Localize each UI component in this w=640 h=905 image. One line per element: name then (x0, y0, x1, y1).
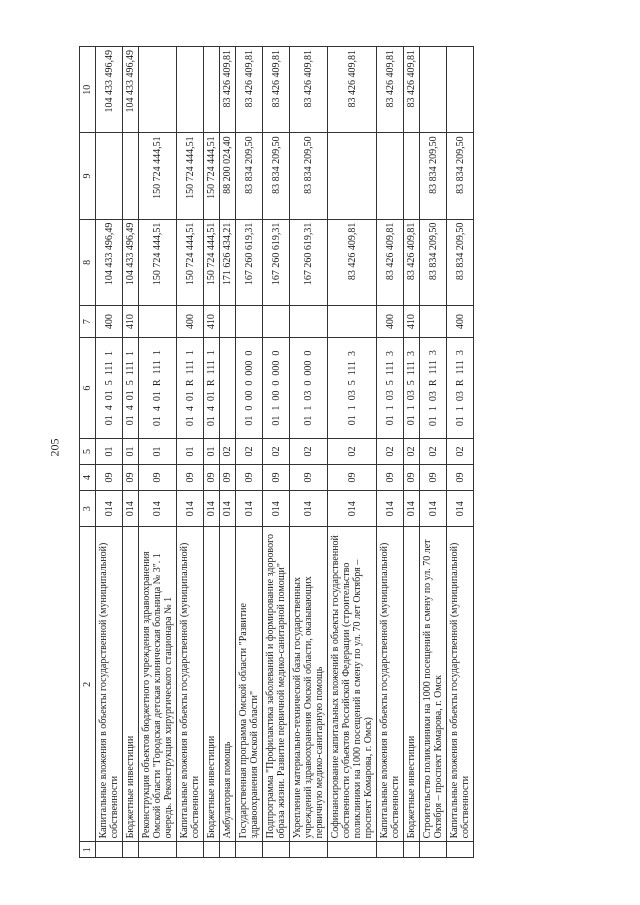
table-row (139, 47, 177, 858)
blank-cell (328, 842, 377, 858)
table-cell: 83 834 209,50 (420, 133, 447, 219)
table-cell: 104 433 496,49 (123, 219, 139, 305)
table-cell: 410 (404, 305, 420, 337)
table-cell: 014 (123, 490, 139, 526)
header-cell: 8 (80, 219, 96, 305)
table-cell: 014 (204, 490, 220, 526)
table-row (377, 47, 404, 858)
table-cell: 09 (447, 465, 474, 491)
table-cell (263, 305, 290, 337)
table-cell: 150 724 444,51 (139, 219, 177, 305)
rotated-page (79, 46, 589, 858)
table-cell: 01 (96, 439, 123, 465)
table-cell: 01 1 03 5 111 3 (328, 338, 377, 439)
table-cell: 01 4 01 R 111 1 (204, 338, 220, 439)
table-cell (139, 305, 177, 337)
table-cell: 171 626 434,21 (220, 219, 236, 305)
table-cell: 01 (204, 439, 220, 465)
header-cell: 2 (80, 527, 96, 842)
header-cell: 1 (80, 842, 96, 858)
table-cell: 01 4 01 5 111 1 (96, 338, 123, 439)
table-cell: 150 724 444,51 (177, 133, 204, 219)
blank-cell (96, 842, 123, 858)
table-cell: 83 834 209,50 (290, 133, 328, 219)
table-cell: 104 433 496,49 (123, 47, 139, 133)
table-cell: 02 (328, 439, 377, 465)
table-cell: 88 200 024,40 (220, 133, 236, 219)
table-cell: 167 260 619,31 (263, 219, 290, 305)
table-cell: 83 834 209,50 (420, 219, 447, 305)
table-cell: 83 426 409,81 (377, 219, 404, 305)
table-cell: 014 (420, 490, 447, 526)
table-cell: 014 (220, 490, 236, 526)
table-cell: 104 433 496,49 (96, 219, 123, 305)
row-name-cell: Бюджетные инвестиции (123, 527, 139, 842)
table-cell: 150 724 444,51 (139, 133, 177, 219)
table-cell (220, 338, 236, 439)
table-cell: 01 1 03 R 111 3 (420, 338, 447, 439)
table-cell: 83 426 409,81 (263, 47, 290, 133)
table-row (236, 47, 263, 858)
table-cell (420, 47, 447, 133)
table-cell: 09 (96, 465, 123, 491)
table-cell: 410 (123, 305, 139, 337)
table-cell: 02 (404, 439, 420, 465)
table-cell: 09 (177, 465, 204, 491)
row-name-cell: Подпрограмма "Профилактика заболеваний и формирование здорового образа жизни. Развитие первичной медико-санитарной помощи" (263, 527, 290, 842)
table-row (263, 47, 290, 858)
table-cell (177, 47, 204, 133)
blank-cell (204, 842, 220, 858)
table-cell: 400 (177, 305, 204, 337)
table-cell: 01 4 01 5 111 1 (123, 338, 139, 439)
table-cell (290, 305, 328, 337)
table-cell: 014 (96, 490, 123, 526)
table-cell (420, 305, 447, 337)
row-name-cell: Строительство поликлиники на 1000 посещений в смену по ул. 70 лет Октября – проспект Комарова, г. Омск (420, 527, 447, 842)
header-cell: 4 (80, 465, 96, 491)
row-name-cell: Укрепление материально-технической базы государственных учреждений здравоохранения Омской области, оказывающих первичную медико-санитарную помощь (290, 527, 328, 842)
row-name-cell: Капитальные вложения в объекты государственной (муниципальной) собственности (177, 527, 204, 842)
table-cell: 83 426 409,81 (404, 219, 420, 305)
header-cell: 6 (80, 338, 96, 439)
header-cell: 10 (80, 47, 96, 133)
table-cell: 014 (139, 490, 177, 526)
table-row (204, 47, 220, 858)
table-row (404, 47, 420, 858)
table-cell: 02 (447, 439, 474, 465)
table-cell: 01 (139, 439, 177, 465)
blank-cell (263, 842, 290, 858)
table-cell: 83 834 209,50 (447, 219, 474, 305)
table-row (290, 47, 328, 858)
table-cell: 410 (204, 305, 220, 337)
table-row (447, 47, 474, 858)
table-cell: 01 1 03 0 000 0 (290, 338, 328, 439)
table-cell (377, 133, 404, 219)
row-name-cell: Капитальные вложения в объекты государственной (муниципальной) собственности (447, 527, 474, 842)
table-cell: 150 724 444,51 (204, 133, 220, 219)
table-cell: 09 (220, 465, 236, 491)
blank-cell (139, 842, 177, 858)
table-cell: 014 (377, 490, 404, 526)
table-cell (96, 133, 123, 219)
table-cell: 014 (404, 490, 420, 526)
blank-cell (420, 842, 447, 858)
table-cell: 02 (290, 439, 328, 465)
table-cell: 09 (236, 465, 263, 491)
row-name-cell: Амбулаторная помощь (220, 527, 236, 842)
table-row (220, 47, 236, 858)
table-cell: 09 (290, 465, 328, 491)
blank-cell (290, 842, 328, 858)
table-row (177, 47, 204, 858)
table-header-row (80, 47, 96, 858)
table-cell: 01 1 03 5 111 3 (404, 338, 420, 439)
table-cell: 014 (447, 490, 474, 526)
table-cell: 014 (290, 490, 328, 526)
table-cell: 02 (220, 439, 236, 465)
table-cell: 83 834 209,50 (447, 133, 474, 219)
table-cell: 02 (263, 439, 290, 465)
table-cell: 01 1 00 0 000 0 (263, 338, 290, 439)
table-cell (328, 305, 377, 337)
table-cell: 01 1 03 R 111 3 (447, 338, 474, 439)
row-name-cell: Капитальные вложения в объекты государственной (муниципальной) собственности (377, 527, 404, 842)
table-cell: 09 (123, 465, 139, 491)
row-name-cell: Софинансирование капитальных вложений в объекты государственной собственности субъектов Российской Федерации (строительство поликлиники на 1000 посещений в смену по ул. 70 лет Октября – проспект Комарова, г. Омск) (328, 527, 377, 842)
table-cell: 167 260 619,31 (236, 219, 263, 305)
blank-cell (236, 842, 263, 858)
table-cell: 400 (377, 305, 404, 337)
table-cell: 400 (447, 305, 474, 337)
table-cell (204, 47, 220, 133)
table-row (328, 47, 377, 858)
header-cell: 9 (80, 133, 96, 219)
table-cell: 014 (263, 490, 290, 526)
table-cell: 01 4 01 R 111 1 (177, 338, 204, 439)
table-row (123, 47, 139, 858)
row-name-cell: Бюджетные инвестиции (204, 527, 220, 842)
table-cell: 09 (420, 465, 447, 491)
table-cell: 01 (123, 439, 139, 465)
table-cell: 83 426 409,81 (404, 47, 420, 133)
table-cell: 01 (177, 439, 204, 465)
row-name-cell: Капитальные вложения в объекты государственной (муниципальной) собственности (96, 527, 123, 842)
table-cell: 01 4 01 R 111 1 (139, 338, 177, 439)
table-cell: 83 834 209,50 (236, 133, 263, 219)
table-cell: 02 (377, 439, 404, 465)
table-cell: 09 (328, 465, 377, 491)
blank-cell (377, 842, 404, 858)
table-cell: 83 426 409,81 (328, 219, 377, 305)
table-cell: 09 (139, 465, 177, 491)
budget-table (79, 46, 474, 858)
table-cell: 09 (263, 465, 290, 491)
table-cell: 02 (236, 439, 263, 465)
header-cell: 3 (80, 490, 96, 526)
table-cell: 09 (404, 465, 420, 491)
table-row (420, 47, 447, 858)
table-cell: 83 426 409,81 (220, 47, 236, 133)
header-cell: 5 (80, 439, 96, 465)
table-cell: 01 1 03 5 111 3 (377, 338, 404, 439)
table-cell: 83 426 409,81 (328, 47, 377, 133)
blank-cell (123, 842, 139, 858)
table-cell: 104 433 496,49 (96, 47, 123, 133)
table-cell (328, 133, 377, 219)
table-cell: 014 (177, 490, 204, 526)
blank-cell (404, 842, 420, 858)
table-cell: 09 (377, 465, 404, 491)
table-cell (236, 305, 263, 337)
table-cell: 83 426 409,81 (290, 47, 328, 133)
row-name-cell: Реконструкция объектов бюджетного учреждения здравоохранения Омской области "Городская детская клиническая больница № 3". 1 очередь. Реконструкция хирургического стационара № 1 (139, 527, 177, 842)
blank-cell (220, 842, 236, 858)
row-name-cell: Бюджетные инвестиции (404, 527, 420, 842)
table-row (96, 47, 123, 858)
table-cell: 150 724 444,51 (204, 219, 220, 305)
blank-cell (447, 842, 474, 858)
table-cell: 09 (204, 465, 220, 491)
table-cell (123, 133, 139, 219)
row-name-cell: Государственная программа Омской области "Развитие здравоохранения Омской области" (236, 527, 263, 842)
table-cell: 014 (328, 490, 377, 526)
table-cell (447, 47, 474, 133)
table-cell: 150 724 444,51 (177, 219, 204, 305)
table-cell (220, 305, 236, 337)
table-cell: 014 (236, 490, 263, 526)
header-cell: 7 (80, 305, 96, 337)
table-cell: 167 260 619,31 (290, 219, 328, 305)
table-cell: 83 426 409,81 (377, 47, 404, 133)
table-cell: 01 0 00 0 000 0 (236, 338, 263, 439)
table-cell: 83 834 209,50 (263, 133, 290, 219)
blank-cell (177, 842, 204, 858)
page-number: 205 (47, 438, 62, 457)
table-cell: 83 426 409,81 (236, 47, 263, 133)
table-cell (139, 47, 177, 133)
table-cell: 02 (420, 439, 447, 465)
table-cell: 400 (96, 305, 123, 337)
table-cell (404, 133, 420, 219)
